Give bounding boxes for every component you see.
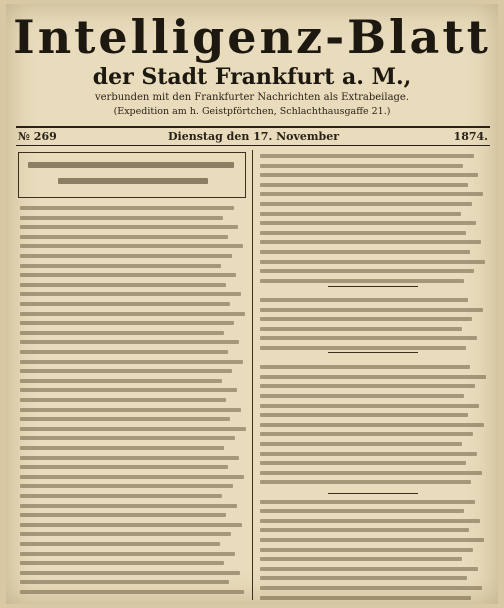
text-line: [20, 254, 232, 258]
text-line: [20, 302, 230, 306]
text-line: [260, 221, 476, 225]
text-line: [20, 273, 236, 277]
text-line: [20, 523, 242, 527]
text-line: [260, 202, 472, 206]
text-line: [260, 548, 473, 552]
text-line: [20, 206, 234, 210]
issue-date: Dienstag den 17. November: [168, 130, 340, 143]
text-line: [260, 346, 466, 350]
issue-number: № 269: [18, 130, 57, 143]
text-line: [20, 436, 235, 440]
text-line: [20, 360, 243, 364]
masthead-subtitle: der Stadt Frankfurt a. M.,: [92, 64, 412, 90]
text-line: [260, 183, 468, 187]
text-line: [20, 417, 230, 421]
text-line: [20, 225, 238, 229]
text-line: [260, 231, 466, 235]
text-line: [260, 423, 484, 427]
text-line: [260, 576, 467, 580]
text-line: [20, 580, 229, 584]
text-line: [260, 528, 469, 532]
text-line: [260, 500, 475, 504]
text-line: [260, 442, 462, 446]
text-line: [260, 173, 478, 177]
text-line: [260, 596, 471, 600]
text-line: [20, 465, 228, 469]
text-line: [20, 456, 239, 460]
issue-year: 1874.: [453, 130, 488, 143]
section-separator: [328, 286, 418, 287]
text-line: [260, 298, 468, 302]
section-heading-box: [18, 152, 246, 198]
text-line: [20, 244, 243, 248]
text-line: [260, 519, 480, 523]
heading-line: [58, 178, 208, 184]
text-line: [20, 408, 241, 412]
heading-line: [28, 162, 234, 168]
text-line: [260, 308, 483, 312]
text-line: [20, 590, 244, 594]
text-line: [260, 336, 477, 340]
text-line: [20, 504, 237, 508]
text-line: [260, 212, 461, 216]
text-line: [260, 365, 470, 369]
text-line: [20, 494, 222, 498]
text-line: [260, 471, 482, 475]
text-line: [260, 240, 481, 244]
left-column: [18, 152, 248, 600]
text-line: [260, 413, 468, 417]
newspaper-page: [6, 4, 498, 604]
text-line: [20, 542, 220, 546]
text-line: [260, 557, 462, 561]
text-line: [260, 384, 475, 388]
masthead-expedition: (Expedition am h. Geistpförtchen, Schlachthausgaffe 21.): [113, 106, 391, 117]
text-line: [260, 250, 470, 254]
text-line: [260, 260, 485, 264]
text-line: [20, 427, 246, 431]
text-line: [260, 432, 473, 436]
text-line: [260, 567, 478, 571]
text-line: [260, 404, 479, 408]
top-rule: [16, 126, 490, 128]
column-divider: [252, 150, 253, 600]
text-line: [20, 350, 228, 354]
text-line: [20, 571, 240, 575]
text-line: [260, 317, 472, 321]
text-line: [260, 327, 462, 331]
masthead-title: Intelligenz-Blatt: [13, 10, 491, 64]
text-line: [260, 154, 474, 158]
text-line: [20, 388, 237, 392]
text-line: [260, 375, 486, 379]
text-line: [260, 480, 471, 484]
text-line: [20, 398, 226, 402]
text-line: [20, 532, 231, 536]
right-column: [258, 152, 488, 600]
text-line: [20, 513, 226, 517]
text-line: [260, 269, 474, 273]
text-line: [20, 552, 235, 556]
text-line: [20, 235, 228, 239]
text-line: [20, 292, 241, 296]
text-line: [260, 461, 466, 465]
text-line: [260, 279, 464, 283]
text-line: [20, 312, 245, 316]
text-line: [260, 164, 463, 168]
text-line: [260, 538, 484, 542]
issue-line: [18, 130, 488, 144]
text-line: [20, 475, 244, 479]
text-line: [20, 379, 222, 383]
text-line: [260, 452, 477, 456]
text-line: [20, 264, 221, 268]
text-line: [20, 283, 226, 287]
text-line: [20, 216, 223, 220]
text-line: [20, 484, 233, 488]
text-line: [260, 192, 483, 196]
masthead-line: verbunden mit den Frankfurter Nachrichten als Extrabeilage.: [94, 92, 410, 103]
text-line: [260, 394, 464, 398]
text-line: [260, 586, 482, 590]
section-separator: [328, 352, 418, 353]
text-line: [20, 561, 224, 565]
text-line: [20, 331, 224, 335]
text-line: [20, 369, 232, 373]
text-line: [20, 321, 234, 325]
text-line: [20, 446, 224, 450]
text-line: [260, 509, 464, 513]
section-separator: [328, 493, 418, 494]
bottom-rule: [16, 145, 490, 146]
text-line: [20, 340, 239, 344]
